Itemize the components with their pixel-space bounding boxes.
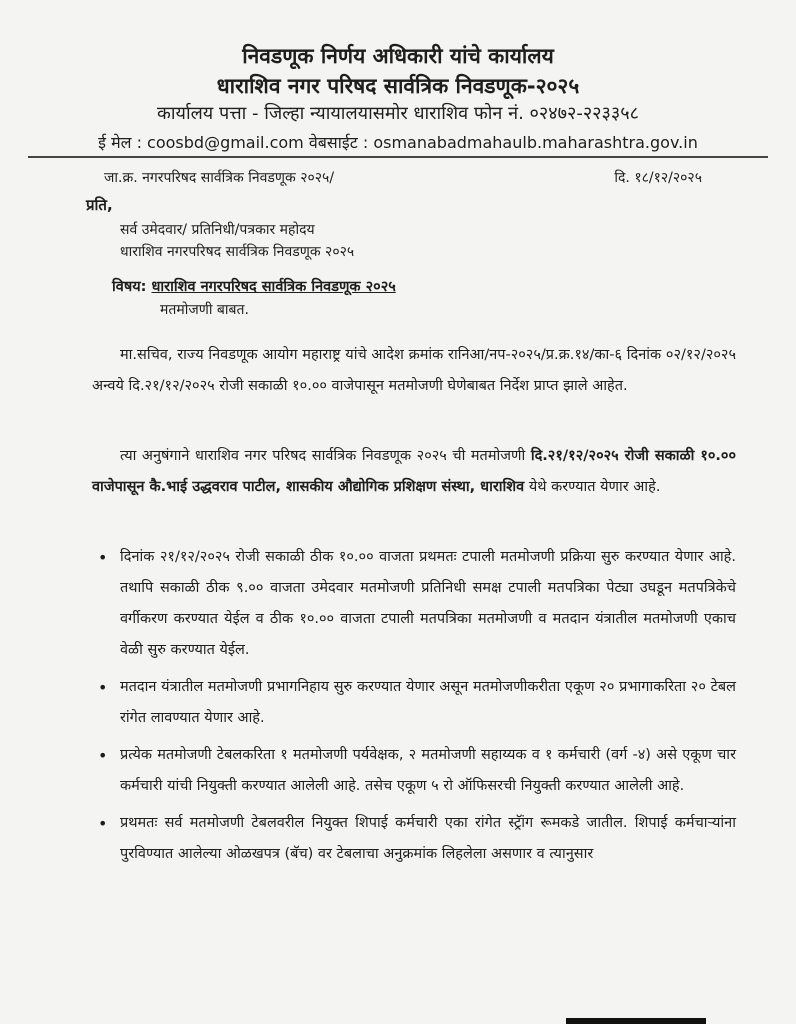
page-edge-mark bbox=[566, 1018, 706, 1024]
to-label: प्रति, bbox=[86, 196, 113, 214]
office-address: कार्यालय पत्ता - जिल्हा न्यायालयासमोर धाराशिव फोन नं. ०२४७२-२२३३५८ bbox=[157, 103, 639, 124]
list-item: • प्रथमतः सर्व मतमोजणी टेबलवरील नियुक्त शिपाई कर्मचारी एका रांगेत स्ट्रॅांग रूमकडे जातील. शिपाई कर्मचाऱ्यांना पुरविण्यात आलेल्या ओळखपत्र (बॅच) वर टेबलाचा अनुक्रमांक लिहलेला असणार व त्यानुसार bbox=[92, 808, 736, 870]
paragraph-2-bold: दि.२१/१२/२०२५ रोजी सकाळी १०.०० वाजेपासून कै.भाई उद्धवराव पाटील, शासकीय औद्योगिक प्रशिक्षण संस्था, धाराशिव bbox=[92, 448, 737, 495]
paragraph-2 bbox=[92, 441, 736, 503]
office-heading: निवडणूक निर्णय अधिकारी यांचे कार्यालय bbox=[242, 44, 554, 68]
list-item: • प्रत्येक मतमोजणी टेबलकरिता १ मतमोजणी पर्यवेक्षक, २ मतमोजणी सहाय्यक व १ कर्मचारी (वर्ग -४) असे एकूण चार कर्मचारी यांची नियुक्ती करण्यात आलेली आहे. तसेच एकूण ५ रो ऑफिसरची नियुक्ती करण्यात आलेली आहे. bbox=[92, 740, 736, 802]
reference-number: जा.क्र. नगरपरिषद सार्वत्रिक निवडणूक २०२५/ bbox=[104, 170, 335, 186]
instruction-list bbox=[92, 542, 736, 876]
contact-line: ई मेल : coosbd@gmail.com वेबसाईट : osmanabadmahaulb.maharashtra.gov.in bbox=[98, 133, 698, 152]
list-item: • दिनांक २१/१२/२०२५ रोजी सकाळी ठीक १०.०० वाजता प्रथमतः टपाली मतमोजणी प्रक्रिया सुरु करण्यात येणार आहे. तथापि सकाळी ठीक ९.०० वाजता उमेदवार मतमोजणी प्रतिनिधी समक्ष टपाली मतपत्रिका पेट्या उघडून मतपत्रिकेचे वर्गीकरण करण्यात येईल व ठीक १०.०० वाजता टपाली मतपत्रिका मतमोजणी व मतदान यंत्रातील मतमोजणी एकाच वेळी सुरु करण्यात येईल. bbox=[92, 542, 736, 666]
subject-detail: मतमोजणी बाबत. bbox=[160, 302, 249, 318]
paragraph-2-end: येथे करण्यात येणार आहे. bbox=[524, 479, 661, 495]
paragraph-1: मा.सचिव, राज्य निवडणूक आयोग महाराष्ट्र यांचे आदेश क्रमांक रानिआ/नप-२०२५/प्र.क्र.१४/का-६ दिनांक ०२/१२/२०२५ अन्वये दि.२१/१२/२०२५ रोजी सकाळी १०.०० वाजेपासून मतमोजणी घेणेबाबत निर्देश प्राप्त झाले आहेत. bbox=[92, 347, 736, 394]
subject-title: धाराशिव नगरपरिषद सार्वत्रिक निवडणूक २०२५ bbox=[151, 279, 396, 295]
letter-date: दि. १८/१२/२०२५ bbox=[614, 170, 702, 186]
list-item: • मतदान यंत्रातील मतमोजणी प्रभागनिहाय सुरु करण्यात येणार असून मतमोजणीकरीता एकूण २० प्रभागाकरिता २० टेबल रांगेत लावण्यात येणार आहे. bbox=[92, 672, 736, 734]
election-heading: धाराशिव नगर परिषद सार्वत्रिक निवडणूक-२०२५ bbox=[216, 74, 580, 98]
recipient-line-2: धाराशिव नगरपरिषद सार्वत्रिक निवडणूक २०२५ bbox=[120, 244, 355, 260]
header-divider bbox=[28, 156, 768, 158]
subject-line bbox=[112, 276, 396, 296]
subject-label: विषय: bbox=[112, 279, 147, 295]
recipient-line-1: सर्व उमेदवार/ प्रतिनिधी/पत्रकार महोदय bbox=[120, 222, 315, 238]
paragraph-2-start: त्या अनुषंगाने धाराशिव नगर परिषद सार्वत्रिक निवडणूक २०२५ ची मतमोजणी bbox=[120, 448, 531, 464]
